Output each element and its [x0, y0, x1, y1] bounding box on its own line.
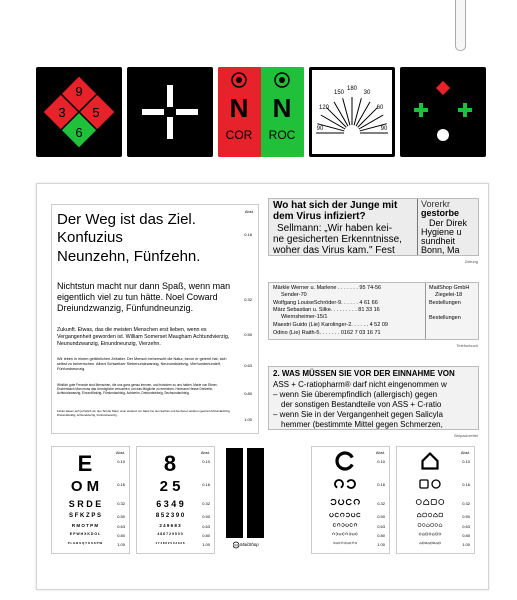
- newspaper-headline-1: Wo hat sich der Junge mit: [273, 200, 398, 211]
- landolt-c-icon: [342, 533, 344, 535]
- circle-icon: [439, 533, 441, 535]
- landolt-c-icon: [352, 533, 354, 535]
- letter-chart-unit: Abst.: [115, 450, 125, 455]
- text-reading-chart[interactable]: [51, 204, 259, 434]
- letter-va-4: 0.50: [117, 514, 125, 519]
- landolt-c-icon: [337, 524, 340, 527]
- landolt-c-icon: [333, 542, 335, 544]
- fan-label-30: 30: [363, 90, 371, 96]
- landolt-c-icon: [335, 513, 338, 517]
- text-chart-line-3: Nichtstun macht nur dann Spaß, wenn man eigentlich viel zu tun hätte. Noel Coward Dreiundzwanzig, Fünfundneunzig.: [57, 281, 231, 313]
- black-bar-right: [247, 448, 264, 538]
- landolt-c-icon: [351, 513, 355, 516]
- number-va-7: 1.00: [202, 542, 210, 547]
- cross-bar-bottom: [167, 117, 173, 139]
- duochrome-letter-left: N: [229, 93, 249, 123]
- number-row-3: 6 3 4 9: [156, 499, 184, 509]
- fan-label-60: 60: [376, 105, 384, 111]
- text-chart-va-4: 0.50: [244, 332, 252, 337]
- cross-bar-right: [176, 109, 198, 115]
- symbol-va-1: 0.10: [462, 459, 470, 464]
- diamond-number-left: 3: [58, 105, 66, 120]
- text-chart-line-7: Fehler lassen sich ja freilich nur den Teil die Natur, einer anderen zur Natur bei den Sachen und bei denen anderen gewinnt Achtundachtzig, Dreiunddreißig, Achtundvierzig, Fünfundneunzig.: [57, 409, 231, 417]
- landolt-c-icon: [337, 453, 352, 469]
- landolt-chart-unit: Abst.: [375, 450, 385, 455]
- landolt-c-icon: [336, 533, 338, 535]
- leaflet-line-4: – wenn Sie in der Vergangenheit gegen Salicyla: [273, 410, 443, 419]
- duochrome-letter-right: N: [272, 93, 292, 123]
- duochrome-label-right: ROC: [268, 128, 296, 142]
- landolt-va-1: 0.10: [377, 459, 385, 464]
- letter-row-4: S F K Z P S: [69, 513, 101, 519]
- landolt-rings: [315, 447, 375, 553]
- phonebook-right-2: Ziegelei-18: [435, 292, 463, 298]
- number-chart-unit: Abst.: [200, 450, 210, 455]
- square-icon: [430, 542, 432, 544]
- phonebook-line-7: Odino (Lie) Raith-5. . . . . . . 0162 7 03 16 71: [273, 330, 381, 336]
- newspaper-side-2: gestorbe: [421, 208, 460, 218]
- package-leaflet-clipping[interactable]: [268, 366, 479, 438]
- newspaper-side-3: Der Direk: [429, 218, 468, 228]
- circle-icon: [435, 524, 438, 527]
- landolt-c-icon: [336, 542, 338, 544]
- text-chart-va-7: 1.00: [244, 417, 252, 422]
- landolt-c-icon: [355, 533, 357, 535]
- diamond-number-bottom: 6: [75, 125, 83, 140]
- newspaper-side-6: Bonn, Ma: [421, 245, 460, 255]
- letter-va-1: 0.10: [117, 459, 125, 464]
- square-icon: [418, 524, 421, 527]
- phonebook-line-1: Märkle Werner u. Marlene . . . . . . . 95 74-56: [273, 285, 382, 291]
- diamond-color-test-tile[interactable]: [36, 67, 122, 157]
- landolt-c-icon: [346, 513, 349, 517]
- astigmatism-fan-tile[interactable]: [309, 67, 395, 157]
- square-icon: [431, 524, 434, 527]
- landolt-va-7: 1.00: [377, 542, 385, 547]
- cross-bar-left: [142, 109, 164, 115]
- landolt-c-icon: [333, 524, 336, 527]
- circle-icon: [433, 542, 435, 544]
- number-row-2: 2 5: [159, 478, 181, 495]
- newspaper-clipping[interactable]: [268, 198, 479, 264]
- landolt-c-icon: [347, 480, 355, 488]
- circle-icon: [432, 480, 440, 488]
- letter-row-5: R M O T P M: [71, 523, 99, 528]
- landolt-c-icon: [347, 542, 349, 544]
- phonebook-line-2: Sender-70: [281, 292, 307, 298]
- landolt-c-icon: [346, 533, 348, 535]
- landolt-ring-chart[interactable]: [311, 446, 390, 554]
- house-icon: [427, 524, 430, 527]
- landolt-c-icon: [352, 542, 354, 544]
- newspaper-side-5: sundheit: [421, 236, 456, 246]
- letter-row-7: P L H B S Q T O S S P W: [67, 541, 103, 545]
- circle-icon: [439, 500, 444, 505]
- square-icon: [436, 533, 438, 535]
- mailshop-logo: [233, 541, 259, 549]
- mailshop-logo-text: MailShop: [240, 542, 259, 547]
- square-icon: [439, 513, 443, 517]
- landolt-c-icon: [355, 542, 357, 544]
- circle-icon: [425, 542, 427, 544]
- fan-label-150: 150: [333, 90, 345, 96]
- diamond-number-top: 9: [75, 84, 83, 99]
- symbol-va-4: 0.50: [462, 514, 470, 519]
- circle-icon: [419, 533, 421, 535]
- phonebook-right-5: Bestellungen: [429, 315, 461, 321]
- fan-label-90-right: 90: [380, 126, 388, 132]
- black-bar-left: [226, 448, 243, 538]
- symbol-va-2: 0.16: [462, 482, 470, 487]
- number-va-1: 0.10: [202, 459, 210, 464]
- letter-va-2: 0.16: [117, 482, 125, 487]
- red-green-duochrome-tile[interactable]: [218, 67, 304, 157]
- symbol-eye-chart[interactable]: [396, 446, 475, 554]
- green-cross-icon-right: [458, 103, 472, 117]
- four-dot-test-tile[interactable]: [400, 67, 486, 157]
- number-va-6: 0.80: [202, 533, 210, 538]
- leaflet-caption: Beipackzettel: [454, 433, 478, 438]
- letter-row-3: S R D E: [68, 499, 102, 509]
- landolt-c-icon: [331, 499, 336, 504]
- text-chart-line-6: Wirklich gute Freunde sind Menschen, die uns ganz genau kennen, und trotzdem zu uns halten. Marie von Ebner-Eschenbach Man muss das Unmögliche versuchen, um das Mögliche zu erreichen. Hermann Hesse Dreizehn, Achtundzwanzig, Einundfünfzig, Fünfundachtzig, Achtzehn, Dreiundsiebzig, Sechsundachtzig.: [57, 383, 218, 396]
- house-icon: [432, 533, 434, 535]
- diamond-number-right: 5: [92, 105, 100, 120]
- circle-icon: [428, 513, 432, 517]
- svg-text:M: M: [234, 542, 238, 548]
- leaflet-line-2: – wenn Sie überempfindlich (allergisch) gegen: [273, 390, 438, 399]
- square-icon: [439, 542, 441, 544]
- newspaper-headline-2: dem Virus infiziert?: [273, 211, 366, 222]
- number-va-4: 0.50: [202, 514, 210, 519]
- text-chart-line-2: Neunzehn, Fünfzehn.: [57, 248, 201, 265]
- landolt-c-icon: [339, 533, 341, 535]
- landolt-c-icon: [341, 513, 345, 516]
- letter-va-6: 0.80: [117, 533, 125, 538]
- square-icon: [422, 542, 424, 544]
- phonebook-line-4: März Sebastian u. Silke. . . . . . . . . 81 33 16: [273, 307, 380, 313]
- letter-row-1: E: [77, 451, 93, 476]
- symbol-va-5: 0.63: [462, 524, 470, 529]
- house-icon: [417, 513, 421, 517]
- house-icon: [439, 524, 442, 527]
- cross-test-tile[interactable]: [127, 67, 213, 157]
- number-va-5: 0.63: [202, 524, 210, 529]
- number-row-6: 4 8 6 7 2 9 5 3 0: [157, 532, 183, 536]
- green-cross-icon-left: [414, 103, 428, 117]
- cross-bar-top: [167, 85, 173, 107]
- letter-row-2: O M: [70, 478, 100, 495]
- landolt-va-3: 0.32: [377, 501, 385, 506]
- newspaper-side-4: Hygiene u: [421, 227, 462, 237]
- landolt-c-icon: [341, 542, 343, 544]
- newspaper-side-1: Vorerkr: [421, 199, 451, 209]
- text-chart-line-1: Der Weg ist das Ziel. Konfuzius: [57, 211, 196, 246]
- newspaper-caption: Zeitung: [464, 259, 478, 264]
- landolt-c-icon: [339, 542, 341, 544]
- number-row-5: 2 4 9 6 8 3: [159, 523, 181, 528]
- landolt-c-icon: [342, 524, 345, 527]
- symbol-optotypes: [400, 447, 460, 553]
- square-icon: [420, 480, 428, 488]
- house-icon: [434, 513, 438, 517]
- newspaper-body-3: woher das Virus kam." Fest: [273, 245, 395, 255]
- fan-label-180: 180: [346, 86, 358, 92]
- landolt-c-icon: [332, 533, 334, 535]
- landolt-c-icon: [339, 500, 344, 505]
- text-chart-va-1: 0.16: [244, 232, 252, 237]
- landolt-va-6: 0.80: [377, 533, 385, 538]
- number-va-3: 0.32: [202, 501, 210, 506]
- circle-icon: [422, 524, 425, 527]
- symbol-va-3: 0.32: [462, 501, 470, 506]
- number-row-4: 8 5 2 3 9 0: [155, 513, 185, 519]
- symbol-va-6: 0.80: [462, 533, 470, 538]
- fan-label-90-left: 90: [316, 126, 324, 132]
- phonebook-right-1: MailShop GmbH: [429, 285, 470, 291]
- square-icon: [426, 533, 428, 535]
- wall-hook: [455, 0, 466, 51]
- reading-test-card: [36, 183, 489, 590]
- red-diamond-icon: [436, 81, 450, 95]
- house-icon: [428, 542, 430, 544]
- house-icon: [423, 454, 438, 469]
- square-icon: [431, 500, 436, 505]
- leaflet-line-3: der sonstigen Bestandteile von ASS + C-ratio: [281, 400, 442, 409]
- number-row-7: 1 7 4 8 6 2 5 0 3 9 2 6: [155, 541, 185, 545]
- letter-va-7: 1.00: [117, 542, 125, 547]
- white-dot-icon: [437, 129, 449, 141]
- phonebook-line-3: Wolfgang LouiseSchröder-9. . . . . . 4 61 66: [273, 300, 378, 306]
- landolt-c-icon: [335, 480, 343, 488]
- landolt-c-icon: [354, 524, 357, 527]
- text-chart-line-5: Wir leben in einem gefährlichen Zeitalter. Der Mensch beherrscht die Natur, bevor er gelernt hat, sich selbst zu beherrschen. Albert Schweitzer Siebenundzwanzig, Neunundsiebzig, Vierhundertundelf, Fünfundneunzig.: [57, 357, 227, 371]
- text-chart-line-4: Zukunft. Etwas, das die meisten Menschen erst lieben, wenn es Vergangenheit geworden ist. William Somerset Maugham Achtundvierzig, Neunundzwanzig, Einundneunzig, Vierzehn.: [57, 327, 230, 347]
- house-icon: [422, 533, 424, 535]
- landolt-c-icon: [349, 533, 351, 535]
- house-icon: [424, 500, 429, 505]
- text-chart-va-3: 0.32: [244, 297, 252, 302]
- landolt-va-4: 0.50: [377, 514, 385, 519]
- circle-icon: [416, 500, 421, 505]
- number-row-1: 8: [163, 451, 177, 476]
- leaflet-line-1: ASS + C-ratiopharm® darf nicht eingenommen w: [273, 380, 447, 389]
- landolt-c-icon: [350, 542, 352, 544]
- phonebook-line-5: Wiernsheimer-15/1: [281, 314, 328, 320]
- square-icon: [423, 513, 427, 517]
- landolt-c-icon: [346, 524, 349, 527]
- phonebook-caption: Telefonbuch: [456, 343, 478, 348]
- landolt-c-icon: [357, 513, 360, 517]
- fan-label-120: 120: [318, 105, 330, 111]
- duochrome-label-left: COR: [225, 128, 253, 142]
- phonebook-clipping[interactable]: [268, 282, 479, 348]
- house-icon: [420, 542, 422, 544]
- symbol-va-7: 1.00: [462, 542, 470, 547]
- letter-row-6: E P W H X K D O L: [69, 532, 101, 536]
- number-eye-chart[interactable]: [136, 446, 215, 554]
- text-chart-unit: Abst.: [244, 209, 254, 214]
- landolt-c-icon: [346, 499, 351, 504]
- circle-icon: [429, 533, 431, 535]
- phonebook-line-6: Maestri Guido (Lie) Karolinger-2. . . . . . 4 52 09: [273, 322, 388, 328]
- letter-eye-chart[interactable]: [51, 446, 130, 554]
- house-icon: [436, 542, 438, 544]
- leaflet-title: 2. WAS MÜSSEN SIE VOR DER EINNAHME VON: [273, 369, 455, 378]
- landolt-va-5: 0.63: [377, 524, 385, 529]
- landolt-c-icon: [330, 513, 334, 516]
- landolt-va-2: 0.16: [377, 482, 385, 487]
- symbol-chart-unit: Abst.: [460, 450, 470, 455]
- landolt-c-icon: [344, 542, 346, 544]
- number-va-2: 0.16: [202, 482, 210, 487]
- landolt-c-icon: [350, 524, 353, 527]
- landolt-c-icon: [354, 499, 359, 504]
- phonebook-right-3: Bestellungen: [429, 300, 461, 306]
- letter-va-5: 0.63: [117, 524, 125, 529]
- text-chart-va-5: 0.63: [244, 363, 252, 368]
- text-chart-va-6: 0.80: [244, 391, 252, 396]
- leaflet-line-5: hemmer (bestimmte Mittel gegen Schmerzen,: [281, 420, 443, 429]
- letter-va-3: 0.32: [117, 501, 125, 506]
- newspaper-body-2: ne gesicherten Erkenntnisse,: [273, 234, 402, 245]
- newspaper-body-1: Sellmann: „Wir haben kei-: [277, 223, 393, 234]
